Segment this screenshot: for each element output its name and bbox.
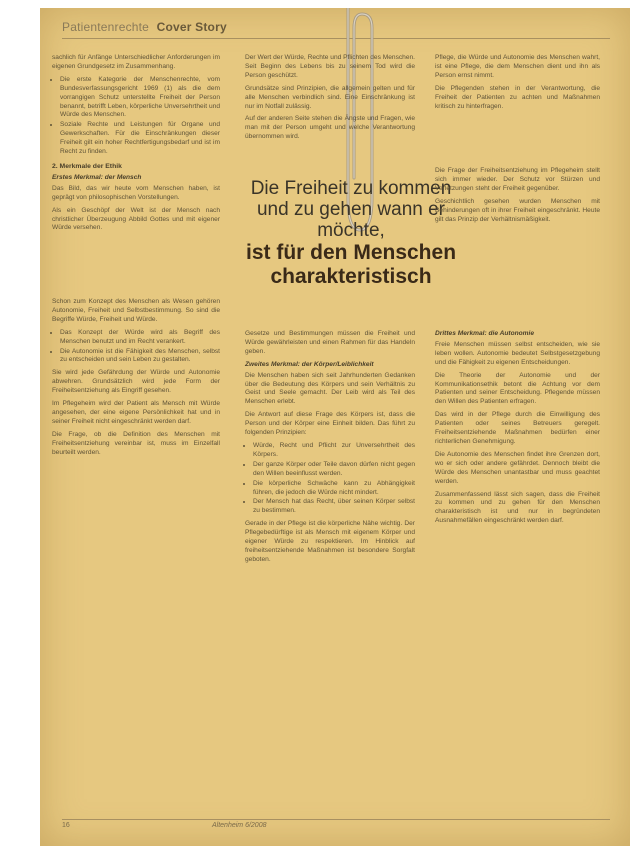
col1-paragraph-5: Im Pflegeheim wird der Patient als Mensch mit Würde angesehen, der eine eigene Persönlichkeit hat und in seiner Freiheit nicht eingeschränkt werden darf.	[52, 400, 220, 425]
col2-bullet-3: • Die körperliche Schwäche kann zu Abhängigkeit führen, die jedoch die Würde nicht mindert.	[253, 480, 415, 498]
section-label: Patientenrechte	[62, 20, 150, 34]
col2-paragraph-6: Die Antwort auf diese Frage des Körpers ist, dass die Person und der Körper eine Einheit bilden. Das führt zu folgenden Prinzipien:	[245, 411, 415, 437]
subheading-mensch: Erstes Merkmal: der Mensch	[52, 173, 142, 181]
col2-paragraph-5: Die Menschen haben sich seit Jahrhunderten Gedanken über die Bedeutung des Körpers und sein Verhältnis zu Geist und Seele gemacht. Der Leib wird als Teil des Menschen erlebt.	[245, 371, 415, 406]
col2-paragraph-1: Der Wert der Würde, Rechte und Pflichten des Menschen. Seit Beginn des Lebens bis zu seinem Tod wird die Person geschützt.	[245, 54, 415, 79]
subheading-autonomie: Drittes Merkmal: die Autonomie	[435, 330, 535, 337]
col2-paragraph-3: Auf der anderen Seite stehen die Ängste und Fragen, wie man mit der Person umgeht und welche Verantwortung übernommen wird.	[245, 115, 415, 141]
magazine-issue: Altenheim 6/2008	[212, 822, 267, 829]
col3-paragraph-1: Pflege, die Würde und Autonomie des Menschen wahrt, ist eine Pflege, die dem Menschen dient und ihn als Person ernst nimmt.	[435, 54, 600, 79]
col1-paragraph-4: Sie wird jede Gefährdung der Würde und Autonomie abwehren. Grundsätzlich wird jede Form der Freiheitsentziehung als Eingriff gesehen.	[52, 369, 220, 395]
col2-bullets	[245, 442, 415, 516]
page-footer	[62, 819, 610, 834]
col1-paragraph-2: Als ein Geschöpf der Welt ist der Mensch nach christlicher Überzeugung Abbild Gottes und mit eigener Würde versehen.	[52, 206, 220, 232]
headline-line-5: charakteristisch	[270, 265, 432, 288]
col1-bullets-2	[52, 329, 220, 366]
header-rule	[62, 38, 610, 39]
column-2-bottom	[245, 330, 415, 569]
headline-line-4: ist für den Menschen	[245, 241, 457, 264]
col2-paragraph-4: Gesetze und Bestimmungen müssen die Freiheit und Würde gewährleisten und einen Rahmen für das Handeln geben.	[245, 330, 415, 355]
subheading-koerper: Zweites Merkmal: der Körper/Leiblichkeit	[245, 360, 374, 368]
col3-paragraph-5: Freie Menschen müssen selbst entscheiden, wie sie leben wollen. Autonomie bedeutet Selbstgesetzgebung und die Fähigkeit zu eigenen Entscheidungen.	[435, 340, 600, 366]
column-2-top	[245, 54, 415, 146]
col3-paragraph-3: Die Frage der Freiheitsentziehung im Pflegeheim stellt sich immer wieder. Der Schutz vor Stürzen und Verletzungen steht der Freiheit gegenüber.	[435, 167, 600, 193]
col3-paragraph-9: Zusammenfassend lässt sich sagen, dass die Freiheit zu kommen und zu gehen für den Menschen charakteristisch ist und nur in begründeten Ausnahmefällen eingeschränkt werden darf.	[435, 490, 600, 525]
col2-bullet-1: • Würde, Recht und Pflicht zur Unversehrtheit des Körpers.	[253, 442, 415, 460]
section-heading-ethik: 2. Merkmale der Ethik	[52, 162, 122, 170]
column-1-bottom	[52, 298, 220, 462]
col3-paragraph-6: Die Theorie der Autonomie und der Kommunikationsethik betont die Achtung vor dem Patienten und seiner Entscheidung. Pflegende müssen den Willen des Patienten erfragen.	[435, 371, 600, 406]
col1-paragraph-3: Schon zum Konzept des Menschen als Wesen gehören Autonomie, Freiheit und Selbstbestimmung. So sind die Begriffe Würde, Freiheit und Würde.	[52, 298, 220, 323]
col2-paragraph-7: Gerade in der Pflege ist die körperliche Nähe wichtig. Der Pflegebedürftige ist als Mensch mit eigenem Körper und eigener Würde zu respektieren. Im Hinblick auf freiheitsentziehende Maßnahmen ist besondere Sorgfalt geboten.	[245, 520, 415, 563]
headline-line-1: Die Freiheit zu kommen	[250, 178, 452, 199]
column-3-bottom	[435, 328, 600, 530]
column-1-top	[52, 54, 220, 237]
col2-bullet-2: • Der ganze Körper oder Teile davon dürfen nicht gegen den Willen beeinflusst werden.	[253, 461, 415, 479]
section-category: Cover Story	[156, 20, 227, 34]
col3-paragraph-2: Die Pflegenden stehen in der Verantwortung, die Freiheit der Patienten zu achten und Maßnahmen kritisch zu hinterfragen.	[435, 84, 600, 110]
headline-line-3: möchte,	[317, 220, 385, 241]
col1-intro: sachlich für Anfänge Unterschiedlicher Anforderungen im eigenen Grundgesetz im Zusammenhang.	[52, 54, 220, 70]
col1-bullet-3: • Das Konzept der Würde wird als Begriff des Menschen benutzt und im Recht verankert.	[60, 329, 220, 347]
page-number: 16	[62, 822, 70, 829]
col1-paragraph-1: Das Bild, das wir heute vom Menschen haben, ist geprägt von philosophischen Vorstellungen.	[52, 184, 220, 201]
col1-bullet-2: • Soziale Rechte und Leistungen für Organe und Gewerkschaften. Für die Einschränkungen dieser Freiheit gilt ein hoher Rechtfertigungsbedarf und ist im Recht zu finden.	[60, 121, 220, 157]
col1-bullet-4: • Die Autonomie ist die Fähigkeit des Menschen, selbst zu entscheiden und sein Leben zu gestalten.	[60, 348, 220, 366]
page-header	[62, 20, 227, 34]
col1-bullet-1: • Die erste Kategorie der Menschenrechte, vom Bundesverfassungsgericht 1969 (1) als die dem vorrangigen Schutz unterstellte Freiheit der Person benannt, betrifft Leben, körperliche Unversehrtheit und Würde des Menschen.	[60, 76, 220, 121]
magazine-page	[40, 8, 630, 846]
col1-bullets	[52, 76, 220, 157]
col3-paragraph-7: Das wird in der Pflege durch die Einwilligung des Patienten oder seines Betreuers geregelt. Freiheitsentziehende Maßnahmen bedürfen einer richterlichen Genehmigung.	[435, 411, 600, 445]
col1-paragraph-6: Die Frage, ob die Definition des Menschen mit Freiheitsentziehung vereinbar ist, muss im Einzelfall beurteilt werden.	[52, 430, 220, 456]
column-3-top	[435, 54, 600, 229]
col2-bullet-4: • Der Mensch hat das Recht, über seinen Körper selbst zu bestimmen.	[253, 498, 415, 516]
col2-paragraph-2: Grundsätze sind Prinzipien, die allgemein gelten und für alle Menschen verbindlich sind. Eine Einschränkung ist nur im Notfall zulässig.	[245, 84, 415, 110]
col3-paragraph-4: Geschichtlich gesehen wurden Menschen mit Behinderungen oft in ihrer Freiheit eingeschränkt. Heute gilt das Prinzip der Verhältnismäßigkeit.	[435, 198, 600, 223]
col3-paragraph-8: Die Autonomie des Menschen findet ihre Grenzen dort, wo er sich oder andere gefährdet. Dennoch bleibt die Würde des Menschen unantastbar und muss geachtet werden.	[435, 450, 600, 485]
headline-line-2: und zu gehen wann er	[256, 199, 446, 220]
